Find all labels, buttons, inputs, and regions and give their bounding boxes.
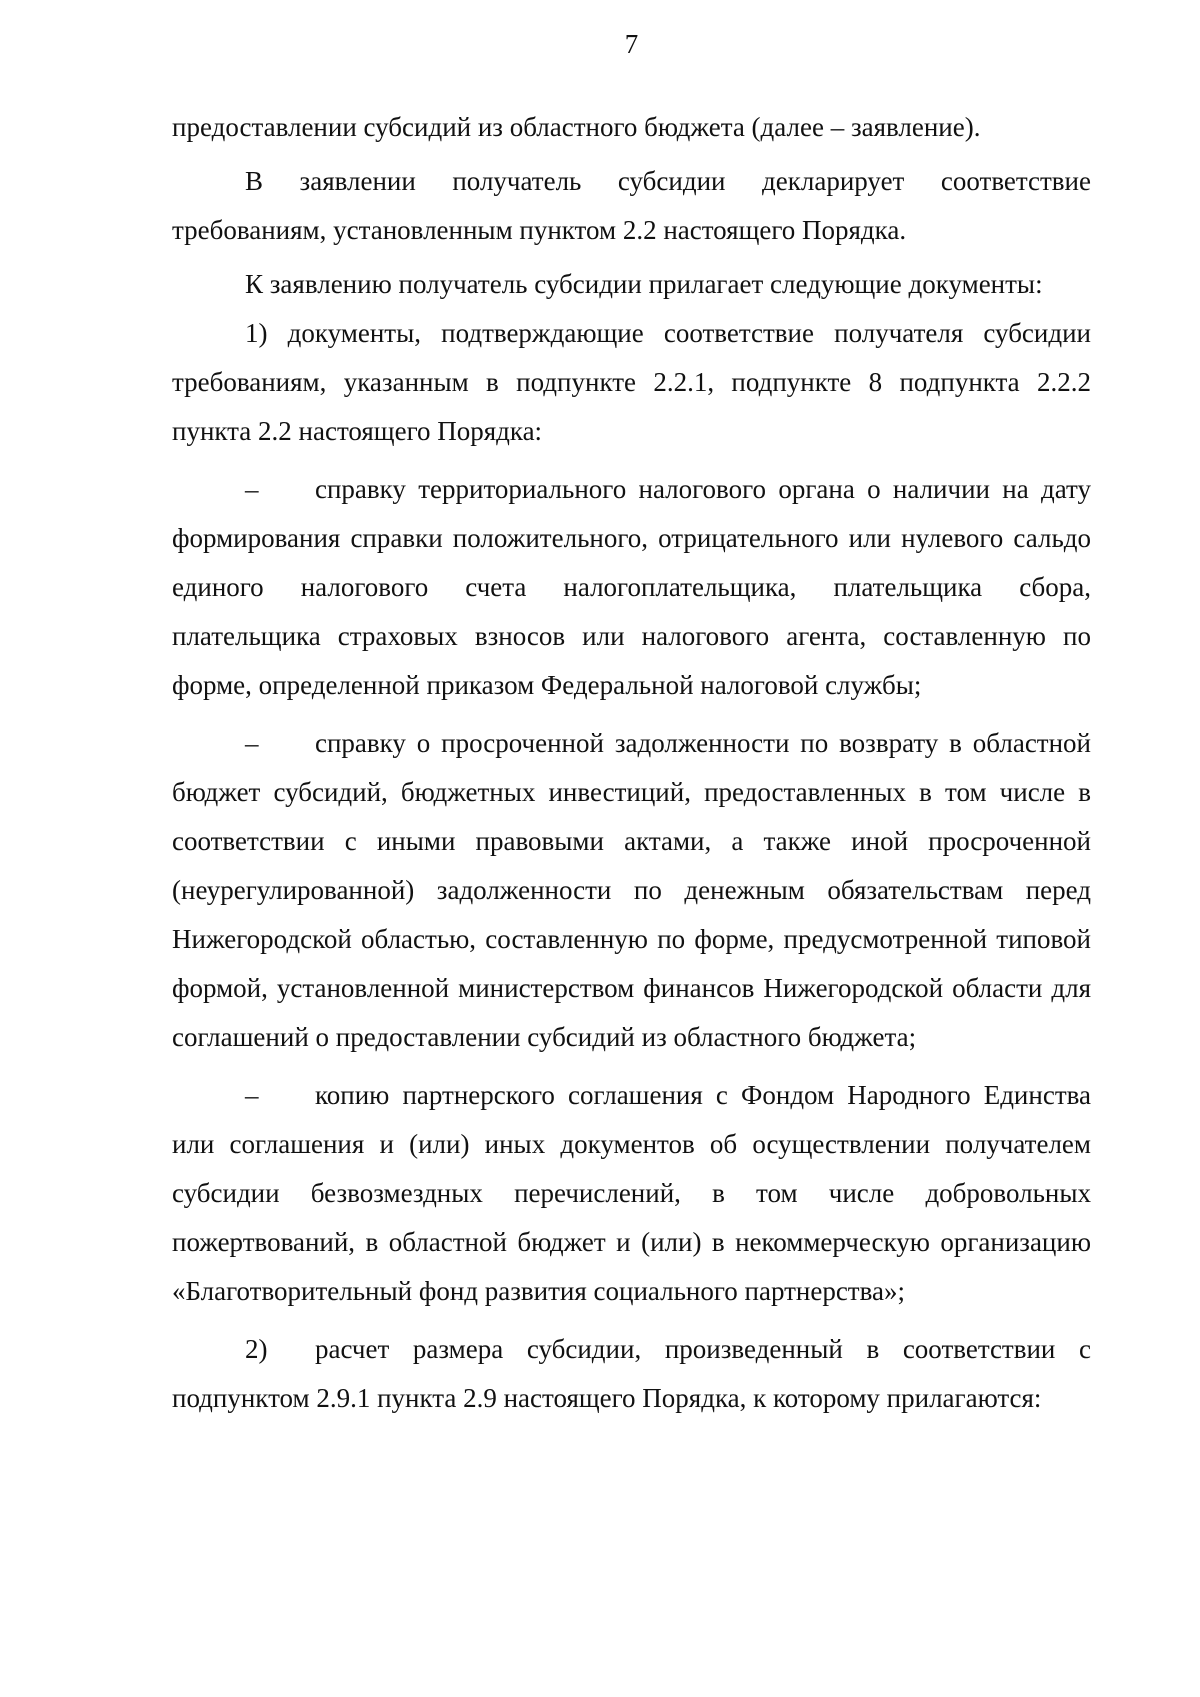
list-item-2 <box>172 1325 1091 1423</box>
dash-marker: – <box>245 1080 259 1110</box>
dash-marker: – <box>245 728 259 758</box>
paragraph-documents-intro: К заявлению получатель субсидии прилагает следующие документы: <box>245 269 1043 299</box>
page-number: 7 <box>624 29 639 59</box>
dash-item-text: справку территориального налогового органа о наличии на дату формирования справки положительного, отрицательного или нулевого сальдо единого налогового счета налогоплательщика, плательщика сбора, плательщика страховых взносов или налогового агента, составленную по форме, определенной приказом Федеральной налоговой службы; <box>172 474 1091 700</box>
dash-item-debt-certificate <box>172 719 1091 1062</box>
dash-item-text: справку о просроченной задолженности по возврату в областной бюджет субсидий, бюджетных инвестиций, предоставленных в том числе в соответствии с иными правовыми актами, а также иной просроченной (неурегулированной) задолженности по денежным обязательствам перед Нижегородской областью, составленную по форме, предусмотренной типовой формой, установленной министерством финансов Нижегородской области для соглашений о предоставлении субсидий из областного бюджета; <box>172 728 1091 1052</box>
list-item-text: расчет размера субсидии, произведенный в соответствии с подпунктом 2.9.1 пункта 2.9 настоящего Порядка, к которому прилагаются: <box>172 1334 1091 1413</box>
list-item-1: 1) документы, подтверждающие соответствие получателя субсидии требованиям, указанным в подпункте 2.2.1, подпункте 8 подпункта 2.2.2 пункта 2.2 настоящего Порядка: <box>172 318 1091 446</box>
paragraph-declaration: В заявлении получатель субсидии декларирует соответствие требованиям, установленным пунктом 2.2 настоящего Порядка. <box>172 166 1091 245</box>
paragraph-continuation: предоставлении субсидий из областного бюджета (далее – заявление). <box>172 112 981 142</box>
list-number: 2) <box>245 1334 268 1364</box>
dash-item-partnership-agreement <box>172 1071 1091 1316</box>
dash-marker: – <box>245 474 259 504</box>
dash-item-text: копию партнерского соглашения с Фондом Народного Единства или соглашения и (или) иных документов об осуществлении получателем субсидии безвозмездных перечислений, в том числе добровольных пожертвований, в областной бюджет и (или) в некоммерческую организацию «Благотворительный фонд развития социального партнерства»; <box>172 1080 1091 1306</box>
document-body <box>172 103 1091 1423</box>
dash-item-tax-certificate <box>172 465 1091 710</box>
